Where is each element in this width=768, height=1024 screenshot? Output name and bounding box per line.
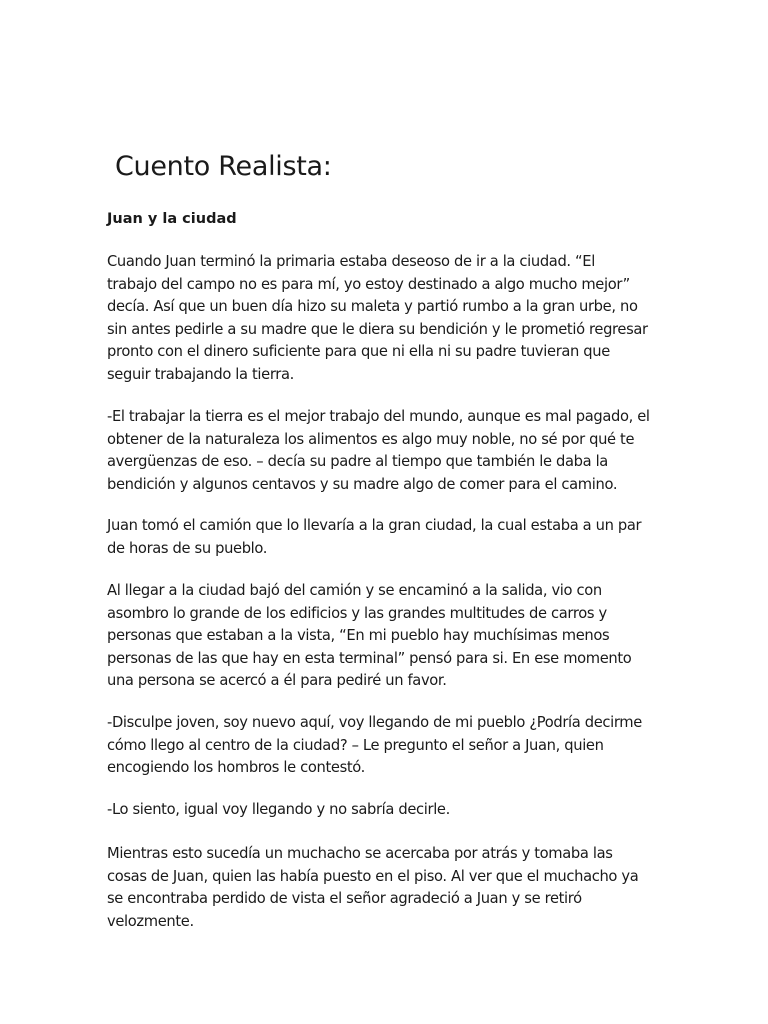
text-line: asombro lo grande de los edificios y las grandes multitudes de carros y (107, 604, 607, 622)
text-line: avergüenzas de eso. – decía su padre al tiempo que también le daba la (107, 453, 608, 471)
document-title: Cuento Realista: (115, 151, 332, 182)
text-line: cómo llego al centro de la ciudad? – Le pregunto el señor a Juan, quien (107, 736, 604, 754)
story-title: Juan y la ciudad (107, 211, 237, 227)
text-line: Mientras esto sucedía un muchacho se acercaba por atrás y tomaba las (107, 845, 613, 862)
paragraph-7 (107, 843, 667, 933)
paragraph-3 (107, 515, 667, 560)
text-line: decía. Así que un buen día hizo su maleta y partió rumbo a la gran urbe, no (107, 298, 638, 316)
paragraph-6 (107, 799, 667, 822)
text-line: Juan tomó el camión que lo llevaría a la gran ciudad, la cual estaba a un par (107, 517, 642, 534)
paragraph-2 (107, 406, 667, 496)
paragraph-5 (107, 712, 667, 780)
text-line: trabajo del campo no es para mí, yo estoy destinado a algo mucho mejor” (107, 275, 630, 293)
paragraph-4 (107, 580, 667, 693)
text-line: cosas de Juan, quien las había puesto en el piso. Al ver que el muchacho ya (107, 867, 639, 885)
text-line: Cuando Juan terminó la primaria estaba deseoso de ir a la ciudad. “El (107, 253, 595, 270)
text-line: encogiendo los hombros le contestó. (107, 759, 365, 777)
text-line: velozmente. (107, 912, 194, 930)
text-line: bendición y algunos centavos y su madre algo de comer para el camino. (107, 475, 618, 493)
text-line: se encontraba perdido de vista el señor agradeció a Juan y se retiró (107, 890, 582, 908)
text-line: una persona se acercó a él para pediré un favor. (107, 672, 447, 690)
text-line: -Disculpe joven, soy nuevo aquí, voy llegando de mi pueblo ¿Podría decirme (107, 714, 642, 731)
text-line: personas de las que hay en esta terminal” pensó para si. En ese momento (107, 649, 632, 667)
text-line: sin antes pedirle a su madre que le diera su bendición y le prometió regresar (107, 320, 648, 338)
text-line: -Lo siento, igual voy llegando y no sabría decirle. (107, 801, 450, 818)
text-line: pronto con el dinero suficiente para que ni ella ni su padre tuvieran que (107, 343, 610, 361)
text-line: seguir trabajando la tierra. (107, 365, 294, 383)
paragraph-1 (107, 251, 667, 387)
text-line: -El trabajar la tierra es el mejor trabajo del mundo, aunque es mal pagado, el (107, 408, 650, 425)
text-line: personas que estaban a la vista, “En mi pueblo hay muchísimas menos (107, 627, 610, 645)
text-line: obtener de la naturaleza los alimentos es algo muy noble, no sé por qué te (107, 430, 635, 448)
text-line: de horas de su pueblo. (107, 539, 268, 557)
text-line: Al llegar a la ciudad bajó del camión y se encaminó a la salida, vio con (107, 582, 602, 599)
